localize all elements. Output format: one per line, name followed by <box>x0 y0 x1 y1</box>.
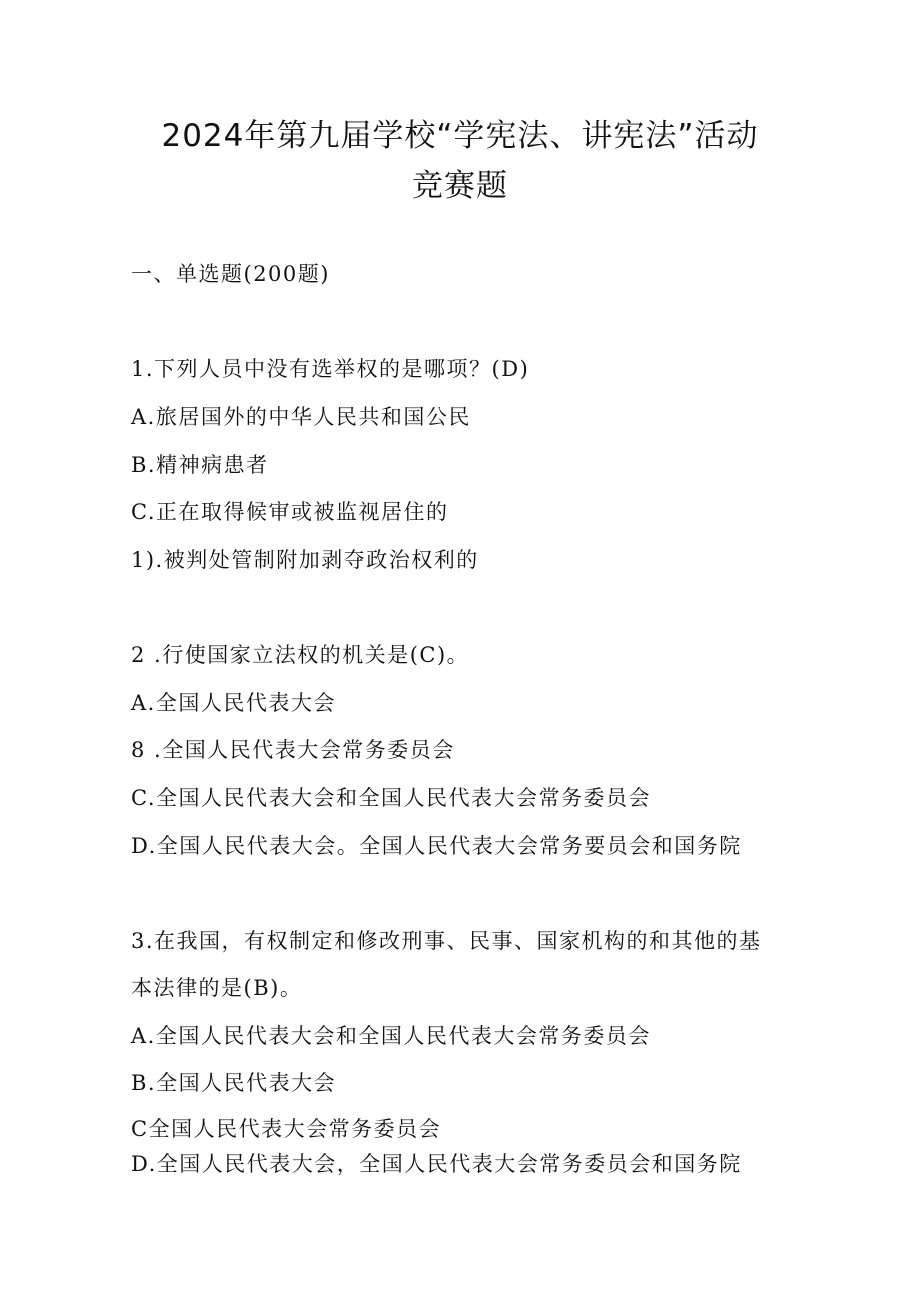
question-1-option-a: A.旅居国外的中华人民共和国公民 <box>131 405 471 429</box>
question-2-option-d: D.全国人民代表大会。全国人民代表大会常务要员会和国务院 <box>131 834 742 858</box>
document-title-line-1: 2024年第九届学校“学宪法、讲宪法”活动 <box>161 118 759 154</box>
question-3-option-d: D.全国人民代表大会，全国人民代表大会常务委员会和国务院 <box>131 1152 742 1176</box>
question-2-stem: 2 .行使国家立法权的机关是(C)。 <box>131 643 470 667</box>
question-1-option-c: C.正在取得候审或被监视居住的 <box>131 500 449 524</box>
question-3-stem-line-2: 本法律的是(B)。 <box>131 976 303 1000</box>
question-3-stem-line-1: 3.在我国，有权制定和修改刑事、民事、国家机构的和其他的基 <box>131 929 762 953</box>
document-title-line-2: 竞赛题 <box>412 168 508 204</box>
question-3-option-b: B.全国人民代表大会 <box>131 1071 337 1095</box>
question-3-option-c: C全国人民代表大会常务委员会 <box>131 1117 442 1141</box>
question-2-option-c: C.全国人民代表大会和全国人民代表大会常务委员会 <box>131 786 651 810</box>
question-1-stem: 1.下列人员中没有选举权的是哪项？(D) <box>131 357 530 381</box>
question-3-option-a: A.全国人民代表大会和全国人民代表大会常务委员会 <box>131 1024 651 1048</box>
section-heading: 一、单选题(200题) <box>131 262 330 286</box>
question-1-option-b: B.精神病患者 <box>131 453 269 477</box>
question-2-option-a: A.全国人民代表大会 <box>131 691 336 715</box>
question-1-option-d: 1).被判处管制附加剥夺政治权利的 <box>131 548 479 572</box>
question-2-option-b: 8 .全国人民代表大会常务委员会 <box>131 738 455 762</box>
